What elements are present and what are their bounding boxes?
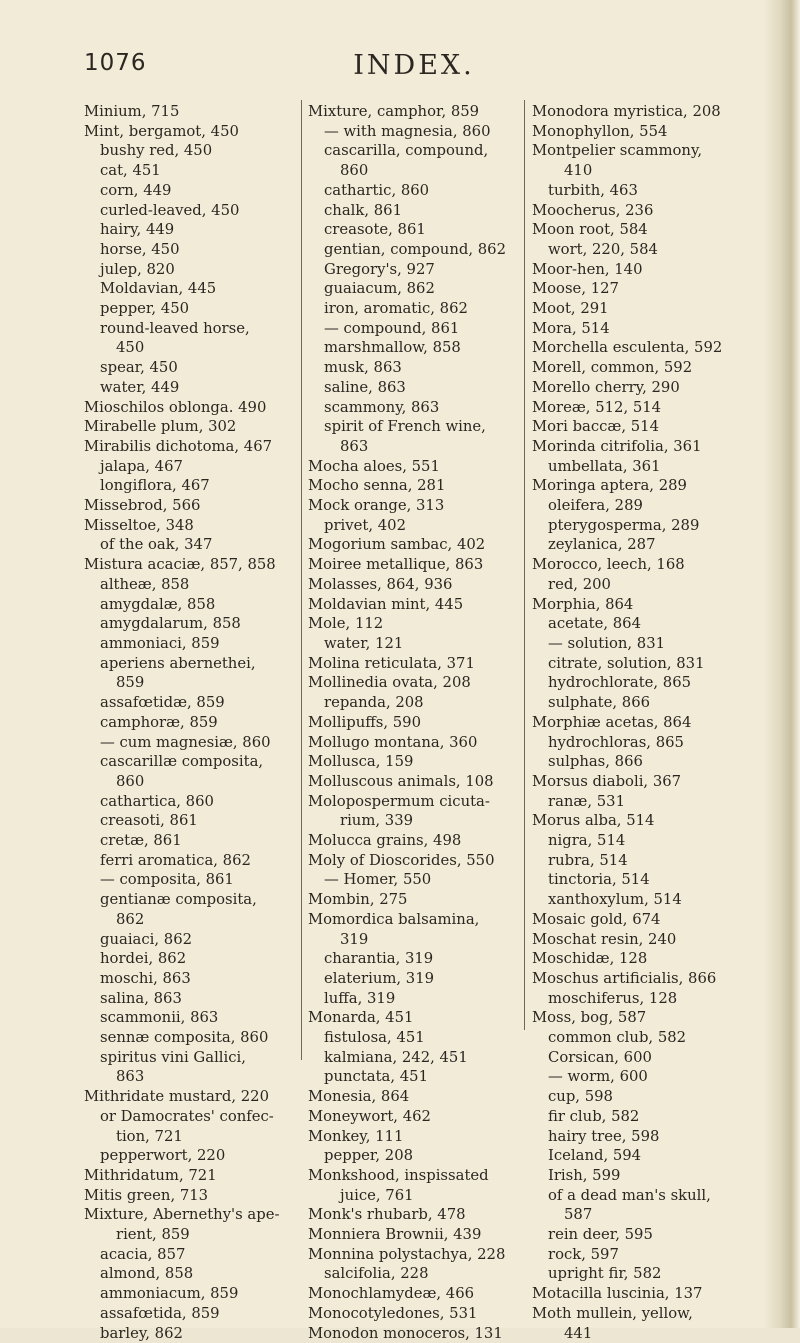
- index-entry: acetate, 864: [548, 615, 641, 633]
- index-entry: creasote, 861: [324, 221, 426, 239]
- index-entry: Morocco, leech, 168: [532, 556, 685, 574]
- index-entry: Mombin, 275: [308, 891, 408, 909]
- index-entry: Monophyllon, 554: [532, 122, 668, 140]
- index-entry: sennæ composita, 860: [100, 1029, 269, 1047]
- index-entry: assafœtida, 859: [100, 1304, 220, 1322]
- index-entry: Moneywort, 462: [308, 1107, 431, 1125]
- index-entry: hydrochlorate, 865: [548, 674, 692, 692]
- index-entry: rubra, 514: [548, 851, 628, 869]
- index-entry: Mioschilos oblonga. 490: [84, 398, 267, 416]
- index-entry: Monniera Brownii, 439: [308, 1226, 482, 1244]
- index-entry: tinctoria, 514: [548, 871, 650, 889]
- index-entry: 860: [116, 772, 145, 790]
- index-entry: Mocho senna, 281: [308, 477, 446, 495]
- index-entry: Moringa aptera, 289: [532, 477, 687, 495]
- page-edge-shadow: [764, 0, 800, 1328]
- index-entry: horse, 450: [100, 240, 180, 258]
- index-entry: sulphate, 866: [548, 694, 651, 712]
- index-entry: 863: [116, 1068, 145, 1086]
- index-entry: julep, 820: [100, 260, 175, 278]
- index-entry: red, 200: [548, 575, 611, 593]
- index-entry: salina, 863: [100, 989, 182, 1007]
- index-column-1: [84, 102, 296, 1343]
- index-entry: cascarilla, compound,: [324, 142, 489, 160]
- index-entry: Morsus diaboli, 367: [532, 772, 682, 790]
- index-entry: Irish, 599: [548, 1166, 621, 1184]
- index-entry: Monocotyledones, 531: [308, 1304, 478, 1322]
- index-entry: Mirabelle plum, 302: [84, 418, 237, 436]
- index-entry: Monnina polystachya, 228: [308, 1245, 506, 1263]
- index-entry: almond, 858: [100, 1265, 194, 1283]
- index-entry: 410: [564, 162, 593, 180]
- index-entry: Moiree metallique, 863: [308, 556, 484, 574]
- index-entry: amygdalarum, 858: [100, 615, 241, 633]
- index-entry: cretæ, 861: [100, 832, 182, 850]
- index-entry: creasoti, 861: [100, 812, 198, 830]
- index-entry: turbith, 463: [548, 181, 638, 199]
- index-entry: — cum magnesiæ, 860: [100, 733, 271, 751]
- index-entry: Morello cherry, 290: [532, 378, 680, 396]
- index-entry: 859: [116, 674, 145, 692]
- index-entry: rock, 597: [548, 1245, 619, 1263]
- index-entry: salcifolia, 228: [324, 1265, 429, 1283]
- index-entry: Monochlamydeæ, 466: [308, 1285, 475, 1303]
- index-entry: 863: [340, 437, 369, 455]
- index-entry: Corsican, 600: [548, 1048, 652, 1066]
- index-entry: Monesia, 864: [308, 1088, 410, 1106]
- index-entry: Mosaic gold, 674: [532, 910, 661, 928]
- index-entry: fistulosa, 451: [324, 1029, 425, 1047]
- running-head-title: INDEX.: [353, 50, 475, 81]
- page-header: [84, 50, 744, 90]
- index-entry: saline, 863: [324, 378, 406, 396]
- index-entry: Moreæ, 512, 514: [532, 398, 662, 416]
- index-entry: Molucca grains, 498: [308, 832, 462, 850]
- index-entry: hairy, 449: [100, 221, 175, 239]
- index-entry: Morchella esculenta, 592: [532, 339, 723, 357]
- index-entry: fir club, 582: [548, 1107, 640, 1125]
- index-entry: Monodora myristica, 208: [532, 103, 721, 120]
- index-entry: Monk's rhubarb, 478: [308, 1206, 466, 1224]
- index-entry: Morell, common, 592: [532, 359, 693, 377]
- index-entry: Morphia, 864: [532, 595, 634, 613]
- index-entry: Moot, 291: [532, 300, 609, 318]
- index-entry: Mocha aloes, 551: [308, 457, 440, 475]
- index-entry: Moose, 127: [532, 280, 619, 298]
- index-entry: cathartic, 860: [324, 181, 430, 199]
- index-entry: spiritus vini Gallici,: [100, 1048, 246, 1066]
- index-entry: zeylanica, 287: [548, 536, 656, 554]
- index-entry: pepper, 208: [324, 1147, 414, 1165]
- index-entry: Moschat resin, 240: [532, 930, 677, 948]
- index-entry: water, 121: [324, 634, 404, 652]
- index-entry: — worm, 600: [548, 1068, 648, 1086]
- index-entry: elaterium, 319: [324, 969, 435, 987]
- index-entry: — composita, 861: [100, 871, 234, 889]
- index-entry: chalk, 861: [324, 201, 402, 219]
- index-entry: — with magnesia, 860: [324, 122, 491, 140]
- index-entry: guaiaci, 862: [100, 930, 193, 948]
- index-entry: amygdalæ, 858: [100, 595, 216, 613]
- index-entry: Moschus artificialis, 866: [532, 969, 717, 987]
- index-entry: Monarda, 451: [308, 1009, 414, 1027]
- index-entry: iron, aromatic, 862: [324, 300, 468, 318]
- index-entry: corn, 449: [100, 181, 172, 199]
- index-entry: rium, 339: [340, 812, 414, 830]
- index-entry: xanthoxylum, 514: [548, 891, 682, 909]
- index-entry: Mollinedia ovata, 208: [308, 674, 471, 692]
- index-column-2: [308, 102, 520, 1343]
- index-entry: cat, 451: [100, 162, 161, 180]
- index-entry: cup, 598: [548, 1088, 613, 1106]
- index-entry: moschi, 863: [100, 969, 191, 987]
- index-entry: repanda, 208: [324, 694, 424, 712]
- index-entry: acacia, 857: [100, 1245, 186, 1263]
- index-entry: aperiens abernethei,: [100, 654, 256, 672]
- index-entry: Mora, 514: [532, 319, 610, 337]
- index-entry: Molluscous animals, 108: [308, 772, 494, 790]
- index-entry: — Homer, 550: [324, 871, 432, 889]
- index-entry: Monkshood, inspissated: [308, 1166, 489, 1184]
- index-entry: oleifera, 289: [548, 497, 643, 515]
- index-entry: Gregory's, 927: [324, 260, 435, 278]
- index-entry: Moldavian, 445: [100, 280, 217, 298]
- index-entry: Moly of Dioscorides, 550: [308, 851, 495, 869]
- index-entry: gentian, compound, 862: [324, 240, 506, 258]
- index-entry: hydrochloras, 865: [548, 733, 684, 751]
- index-entry: of a dead man's skull,: [548, 1186, 711, 1204]
- index-entry: longiflora, 467: [100, 477, 210, 495]
- index-entry: sulphas, 866: [548, 753, 643, 771]
- index-entry: Moon root, 584: [532, 221, 648, 239]
- index-entry: Moocherus, 236: [532, 201, 654, 219]
- index-entry: Mithridate mustard, 220: [84, 1088, 269, 1106]
- index-entry: Iceland, 594: [548, 1147, 642, 1165]
- index-entry: round-leaved horse,: [100, 319, 250, 337]
- index-entry: Moth mullein, yellow,: [532, 1304, 693, 1322]
- index-entry: Momordica balsamina,: [308, 910, 480, 928]
- index-entry: camphoræ, 859: [100, 713, 218, 731]
- index-entry: Mollusca, 159: [308, 753, 414, 771]
- index-entry: spear, 450: [100, 359, 178, 377]
- index-entry: luffa, 319: [324, 989, 396, 1007]
- index-entry: Mitis green, 713: [84, 1186, 209, 1204]
- index-entry: 319: [340, 930, 369, 948]
- index-entry: Moldavian mint, 445: [308, 595, 464, 613]
- index-entry: of the oak, 347: [100, 536, 213, 554]
- index-entry: pepper, 450: [100, 300, 190, 318]
- index-entry: Mollugo montana, 360: [308, 733, 478, 751]
- index-entry: Morinda citrifolia, 361: [532, 437, 702, 455]
- index-entry: assafœtidæ, 859: [100, 694, 225, 712]
- column-divider: [524, 100, 525, 1030]
- index-entry: jalapa, 467: [100, 457, 183, 475]
- index-entry: 860: [340, 162, 369, 180]
- page-number: 1076: [84, 50, 147, 76]
- index-entry: Molina reticulata, 371: [308, 654, 475, 672]
- index-entry: gentianæ composita,: [100, 891, 257, 909]
- index-column-3: [532, 102, 760, 1343]
- index-entry: spirit of French wine,: [324, 418, 486, 436]
- index-entry: Montpelier scammony,: [532, 142, 703, 160]
- index-entry: Motacilla luscinia, 137: [532, 1285, 703, 1303]
- index-entry: cascarillæ composita,: [100, 753, 264, 771]
- index-entry: Mole, 112: [308, 615, 384, 633]
- index-entry: Moss, bog, 587: [532, 1009, 647, 1027]
- index-entry: wort, 220, 584: [548, 240, 658, 258]
- index-entry: pepperwort, 220: [100, 1147, 226, 1165]
- index-entry: rein deer, 595: [548, 1226, 653, 1244]
- index-entry: common club, 582: [548, 1029, 687, 1047]
- index-entry: water, 449: [100, 378, 180, 396]
- index-entry: Moschidæ, 128: [532, 950, 648, 968]
- index-entry: barley, 862: [100, 1324, 183, 1342]
- index-entry: Molopospermum cicuta-: [308, 792, 490, 810]
- index-entry: Monkey, 111: [308, 1127, 404, 1145]
- index-entry: Morus alba, 514: [532, 812, 655, 830]
- index-entry: scammony, 863: [324, 398, 440, 416]
- index-entry: hordei, 862: [100, 950, 187, 968]
- index-entry: curled-leaved, 450: [100, 201, 240, 219]
- index-entry: privet, 402: [324, 516, 406, 534]
- index-entry: Morphiæ acetas, 864: [532, 713, 692, 731]
- index-entry: pterygosperma, 289: [548, 516, 700, 534]
- index-entry: bushy red, 450: [100, 142, 213, 160]
- index-entry: Mixture, camphor, 859: [308, 103, 480, 120]
- index-entry: — solution, 831: [548, 634, 666, 652]
- index-entry: 587: [564, 1206, 593, 1224]
- index-entry: ferri aromatica, 862: [100, 851, 251, 869]
- index-entry: Minium, 715: [84, 103, 180, 120]
- index-entry: Mollipuffs, 590: [308, 713, 422, 731]
- index-entry: Mirabilis dichotoma, 467: [84, 437, 273, 455]
- index-entry: 441: [564, 1324, 593, 1342]
- index-entry: altheæ, 858: [100, 575, 190, 593]
- column-divider: [301, 100, 302, 1060]
- index-entry: upright fir, 582: [548, 1265, 662, 1283]
- index-entry: citrate, solution, 831: [548, 654, 705, 672]
- index-entry: Mithridatum, 721: [84, 1166, 217, 1184]
- index-entry: 862: [116, 910, 145, 928]
- index-entry: nigra, 514: [548, 832, 626, 850]
- index-entry: Mori baccæ, 514: [532, 418, 659, 436]
- index-entry: Molasses, 864, 936: [308, 575, 453, 593]
- index-entry: Mogorium sambac, 402: [308, 536, 486, 554]
- index-entry: Monodon monoceros, 131: [308, 1324, 503, 1342]
- index-entry: or Damocrates' confec-: [100, 1107, 274, 1125]
- index-entry: punctata, 451: [324, 1068, 429, 1086]
- index-entry: ammoniaci, 859: [100, 634, 220, 652]
- index-entry: Missebrod, 566: [84, 497, 201, 515]
- index-entry: Mint, bergamot, 450: [84, 122, 239, 140]
- index-entry: scammonii, 863: [100, 1009, 219, 1027]
- index-entry: Mock orange, 313: [308, 497, 445, 515]
- index-entry: juice, 761: [340, 1186, 414, 1204]
- index-entry: Mistura acaciæ, 857, 858: [84, 556, 276, 574]
- index-entry: cathartica, 860: [100, 792, 214, 810]
- index-entry: umbellata, 361: [548, 457, 661, 475]
- index-entry: hairy tree, 598: [548, 1127, 660, 1145]
- index-entry: rient, 859: [116, 1226, 190, 1244]
- index-entry: tion, 721: [116, 1127, 183, 1145]
- index-entry: Moor-hen, 140: [532, 260, 643, 278]
- index-entry: 450: [116, 339, 145, 357]
- index-entry: marshmallow, 858: [324, 339, 461, 357]
- index-entry: musk, 863: [324, 359, 402, 377]
- index-entry: Misseltoe, 348: [84, 516, 194, 534]
- index-entry: kalmiana, 242, 451: [324, 1048, 468, 1066]
- index-entry: charantia, 319: [324, 950, 434, 968]
- index-entry: ranæ, 531: [548, 792, 625, 810]
- index-entry: ammoniacum, 859: [100, 1285, 239, 1303]
- index-entry: guaiacum, 862: [324, 280, 435, 298]
- index-entry: moschiferus, 128: [548, 989, 678, 1007]
- index-entry: — compound, 861: [324, 319, 460, 337]
- index-entry: Mixture, Abernethy's ape-: [84, 1206, 280, 1224]
